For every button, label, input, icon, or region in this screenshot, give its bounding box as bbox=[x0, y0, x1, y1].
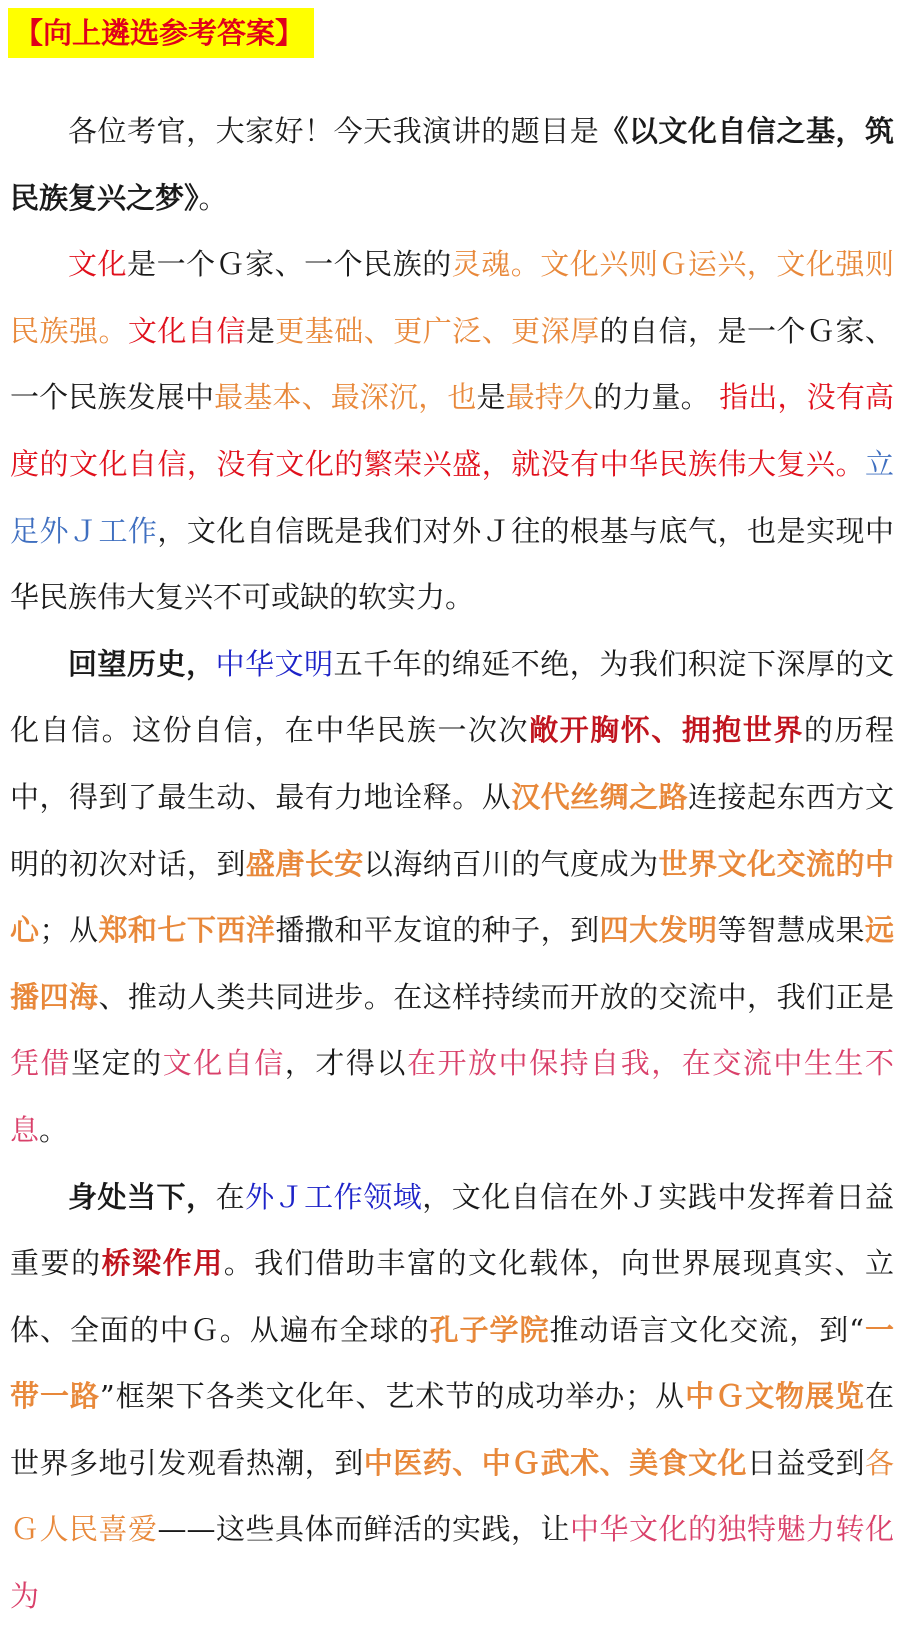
text-run: 。 bbox=[198, 180, 228, 215]
highlighted-text-run: 凭借 bbox=[10, 1046, 72, 1081]
highlighted-text-run: 一带一路 bbox=[10, 1312, 894, 1414]
text-run: ，文化自信既是我们对外Ｊ往的根基与底气，也是实现中华民族伟大复兴不可或缺的软实力。 bbox=[10, 513, 894, 615]
text-run: 推动语言文化交流，到“ bbox=[549, 1312, 864, 1347]
highlighted-text-run: 在开放中保持自我，在交流中生生不息 bbox=[10, 1046, 894, 1147]
highlighted-text-run: 《以文化自信之基，筑民族复兴之梦》 bbox=[10, 114, 894, 215]
highlighted-text-run: 文化自信 bbox=[162, 1046, 285, 1081]
highlighted-text-run: 文化自信 bbox=[127, 313, 246, 348]
text-run: 的自信，是一个Ｇ家、一个民族发展中 bbox=[10, 313, 894, 415]
highlighted-text-run: 各Ｇ人民喜爱 bbox=[10, 1445, 894, 1547]
highlighted-text-run: 中华文明 bbox=[215, 646, 334, 681]
highlighted-text-run: 灵魂。文化兴则Ｇ运兴，文化强则民族强。 bbox=[10, 247, 894, 348]
highlighted-text-run: 孔子学院 bbox=[429, 1312, 550, 1347]
text-run: 是 bbox=[476, 380, 506, 415]
text-run: 。 bbox=[39, 1112, 69, 1147]
paragraph-history bbox=[10, 631, 894, 1164]
text-run: 日益受到 bbox=[747, 1445, 865, 1480]
highlighted-text-run: 汉代丝绸之路 bbox=[511, 779, 689, 814]
highlighted-text-run: 外Ｊ工作领域 bbox=[245, 1179, 423, 1214]
highlighted-text-run: 中医药、中Ｇ武术、美食文化 bbox=[363, 1445, 748, 1480]
text-run: ——这些具体而鲜活的实践，让 bbox=[157, 1512, 570, 1547]
highlighted-text-run: 桥梁作用 bbox=[101, 1246, 224, 1281]
highlighted-text-run: 指出，没有高度的文化自信，没有文化的繁荣兴盛，就没有中华民族伟大复兴。 bbox=[10, 380, 894, 481]
text-run: 在世界多地引发观看热潮，到 bbox=[10, 1379, 894, 1480]
text-run: 坚定的 bbox=[71, 1046, 163, 1081]
text-run: 是一个Ｇ家、一个民族的 bbox=[127, 247, 452, 282]
highlighted-text-run: 更基础、更广泛、更深厚 bbox=[275, 313, 600, 348]
text-run: ，才得以 bbox=[284, 1046, 407, 1081]
text-run: 播撒和平友谊的种子，到 bbox=[275, 913, 600, 948]
highlighted-text-run: 敞开胸怀、拥抱世界 bbox=[529, 713, 804, 748]
highlighted-text-run: 中华文化的独特魅力转化为 bbox=[10, 1512, 894, 1614]
highlighted-text-run: 世界文化交流的中心 bbox=[10, 846, 894, 948]
highlighted-text-run: 回望历史， bbox=[68, 646, 216, 681]
paragraph-present bbox=[10, 1164, 894, 1630]
text-run: 以海纳百川的气度成为 bbox=[363, 846, 659, 881]
text-run: 的力量。 bbox=[593, 380, 720, 415]
highlighted-text-run: 郑和七下西洋 bbox=[98, 913, 276, 948]
text-run: 是 bbox=[245, 313, 276, 348]
highlighted-text-run: 最基本、最深沉，也 bbox=[214, 380, 477, 415]
text-run: 五千年的绵延不绝，为我们积淀下深厚的文化自信。这份自信，在中华民族一次次 bbox=[10, 646, 894, 748]
highlighted-text-run: 文化 bbox=[68, 247, 128, 282]
page-title: 【向上遴选参考答案】 bbox=[8, 8, 314, 58]
highlighted-text-run: 四大发明 bbox=[599, 913, 718, 948]
highlighted-text-run: 中Ｇ文物展览 bbox=[685, 1379, 865, 1414]
essay-body bbox=[10, 98, 894, 1630]
text-run: 的历程中，得到了最生动、最有力地诠释。从 bbox=[10, 713, 894, 814]
text-run: ；从 bbox=[39, 913, 99, 948]
highlighted-text-run: 立足外Ｊ工作 bbox=[10, 446, 894, 548]
highlighted-text-run: 远播四海 bbox=[10, 913, 894, 1014]
paragraph-culture-soul bbox=[10, 231, 894, 631]
text-run: ”框架下各类文化年、艺术节的成功举办；从 bbox=[99, 1379, 686, 1414]
paragraph-intro bbox=[10, 98, 894, 231]
highlighted-text-run: 最持久 bbox=[505, 380, 594, 415]
highlighted-text-run: 盛唐长安 bbox=[245, 846, 364, 881]
text-run: 等智慧成果 bbox=[717, 913, 865, 948]
text-run: 。我们借助丰富的文化载体，向世界展现真实、立体、全面的中Ｇ。从遍布全球的 bbox=[10, 1246, 894, 1347]
text-run: ，文化自信在外Ｊ实践中发挥着日益重要的 bbox=[10, 1179, 894, 1281]
highlighted-text-run: 身处当下， bbox=[68, 1179, 216, 1214]
text-run: 各位考官，大家好！今天我演讲的题目是 bbox=[68, 114, 600, 148]
text-run: 连接起东西方文明的初次对话，到 bbox=[10, 779, 894, 881]
text-run: 在 bbox=[215, 1179, 246, 1214]
text-run: 、推动人类共同进步。在这样持续而开放的交流中，我们正是 bbox=[98, 979, 894, 1014]
